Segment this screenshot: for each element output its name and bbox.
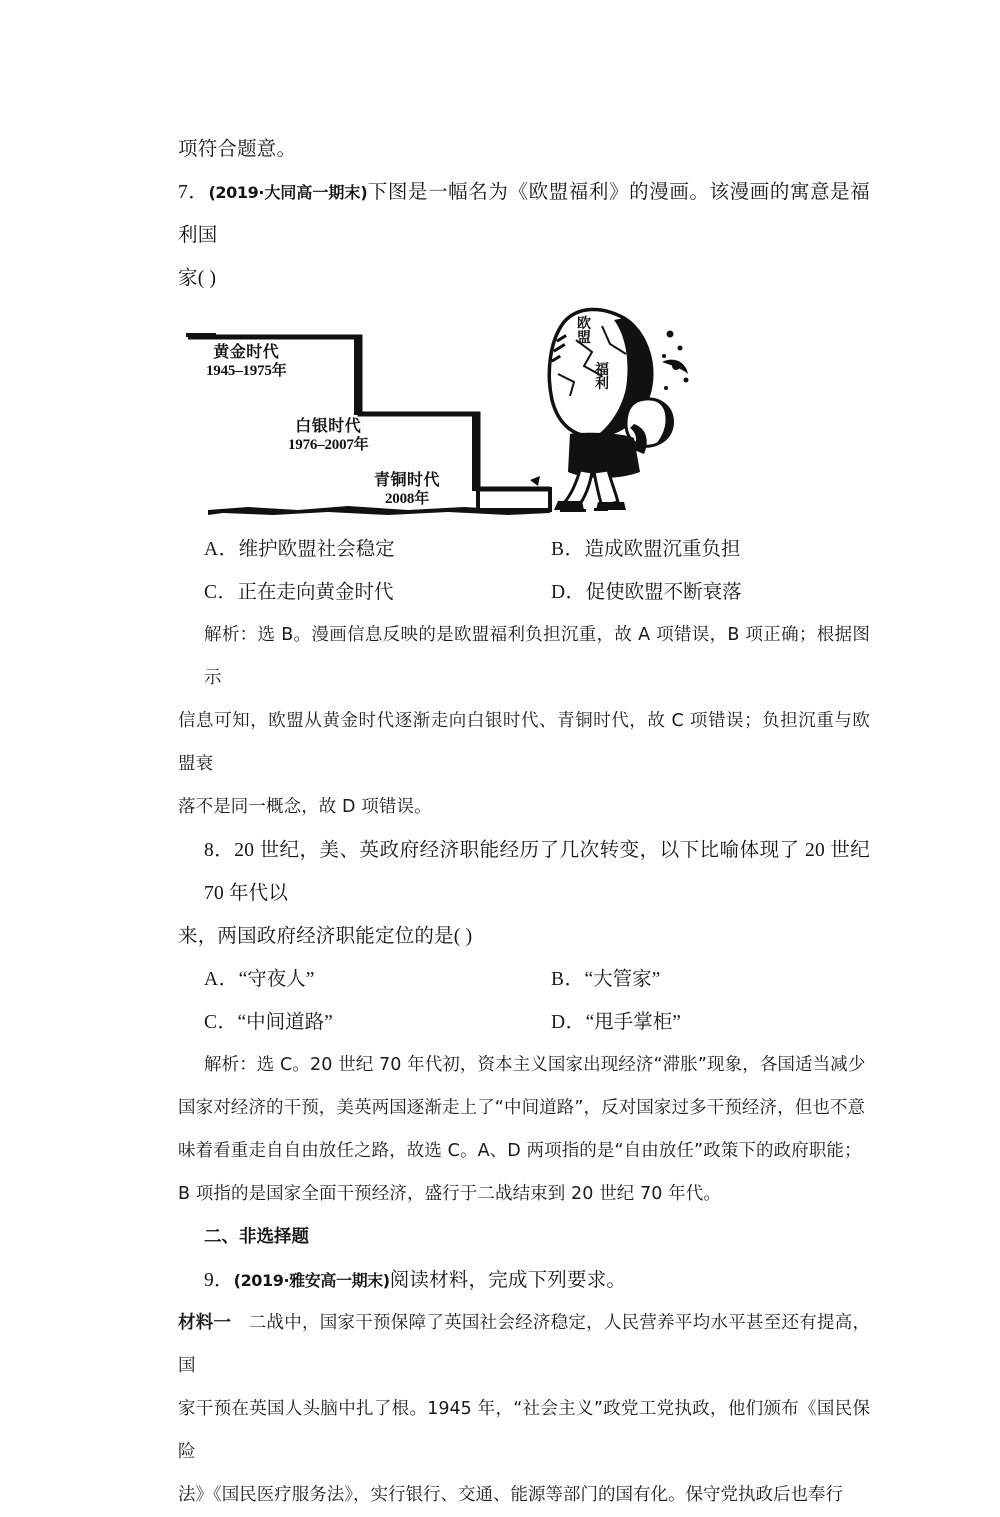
- question-7-source: (2019·大同高一期末): [208, 183, 368, 202]
- cartoon-svg: [178, 304, 870, 522]
- q8-option-a-text: “守夜人”: [238, 969, 315, 990]
- bronze-age-years: 2008年: [385, 490, 430, 507]
- material-one: [178, 1302, 870, 1517]
- golden-age-years: 1945–1975年: [206, 362, 287, 379]
- q8-option-d-letter: D．: [551, 1012, 586, 1033]
- q7-explanation-line-3: 落不是同一概念，故 D 项错误。: [178, 797, 432, 817]
- option-row-cd-q8: [178, 1001, 870, 1044]
- q8-option-c-text: “中间道路”: [237, 1012, 333, 1033]
- step-label-bronze-age: [374, 472, 440, 509]
- question-7-stem-line2: 家( ): [178, 268, 217, 289]
- q8-option-c-letter: C．: [204, 1012, 238, 1033]
- q8-option-c[interactable]: [178, 1001, 523, 1044]
- question-8-options: [178, 958, 870, 1044]
- q8-option-b-letter: B．: [551, 969, 585, 990]
- figure-with-boulder: [530, 309, 689, 510]
- q8-option-b-text: “大管家”: [584, 969, 661, 990]
- bottom-step-block: [478, 489, 550, 510]
- option-row-ab: [178, 528, 870, 571]
- option-a-text: 维护欧盟社会稳定: [238, 539, 395, 560]
- front-foot: [596, 502, 626, 510]
- page-content: [178, 128, 870, 1517]
- question-7-stem: [178, 171, 870, 257]
- option-b-text: 造成欧盟沉重负担: [584, 539, 741, 560]
- option-a-letter: A．: [204, 539, 239, 560]
- step-label-golden-age: [206, 344, 287, 381]
- question-8-stem-line2: 来，两国政府经济职能定位的是( ): [178, 926, 473, 947]
- bronze-age-title: 青铜时代: [374, 472, 441, 489]
- question-9-number: 9．: [204, 1270, 234, 1291]
- option-row-cd: [178, 571, 870, 614]
- question-7-explanation: [178, 614, 870, 829]
- question-8-number: 8．: [204, 840, 235, 861]
- back-foot: [554, 501, 584, 510]
- option-c[interactable]: [178, 571, 523, 614]
- option-b[interactable]: [523, 528, 870, 571]
- question-9-source: (2019·雅安高一期末): [233, 1271, 390, 1290]
- q8-explanation-line-3: 味着看重走自自由放任之路，故选 C。A、D 两项指的是“自由放任”政策下的政府职能；: [178, 1141, 862, 1161]
- boulder-label-eu: 欧盟: [577, 317, 591, 347]
- option-d-text: 促使欧盟不断衰落: [585, 582, 742, 603]
- silver-age-years: 1976–2007年: [288, 436, 369, 453]
- eu-welfare-cartoon: [178, 304, 870, 522]
- question-7-stem-line1: 下图是一幅名为《欧盟福利》的漫画。该漫画的寓意是福利国: [178, 182, 870, 246]
- boulder-label-welfare: 福利: [595, 363, 609, 393]
- material-one-line-1: [178, 1302, 870, 1388]
- q8-explanation-line-2: 国家对经济的干预，美英两国逐渐走上了“中间道路”，反对国家过多干预经济，但也不意: [178, 1098, 866, 1118]
- ink-splatter: [662, 331, 689, 391]
- option-d-letter: D．: [551, 582, 586, 603]
- silver-age-title: 白银时代: [295, 418, 362, 435]
- material-one-line-3: 法》《国民医疗服务法》，实行银行、交通、能源等部门的国有化。保守党执政后也奉行: [178, 1485, 843, 1505]
- q8-explanation-line-1: 解析：选 C。20 世纪 70 年代初，资本主义国家出现经济“滞胀”现象，各国适当减少: [204, 1055, 866, 1075]
- material-one-text-1: 二战中，国家干预保障了英国社会经济稳定，人民营养平均水平甚至还有提高，国: [178, 1313, 870, 1376]
- question-7-options: [178, 528, 870, 614]
- question-9-stem: [178, 1259, 870, 1302]
- option-c-text: 正在走向黄金时代: [237, 582, 394, 603]
- step-label-silver-age: [288, 418, 369, 455]
- question-8-stem-line1: 20 世纪，美、英政府经济职能经历了几次转变，以下比喻体现了 20 世纪 70 年代以: [204, 840, 870, 904]
- q8-option-d-text: “甩手掌柜”: [585, 1012, 681, 1033]
- q8-option-b[interactable]: [523, 958, 870, 1001]
- golden-age-title: 黄金时代: [213, 344, 280, 361]
- material-one-tag: 材料一: [178, 1313, 232, 1333]
- section-two-heading: 二、非选择题: [204, 1227, 309, 1247]
- q8-explanation-line-4: B 项指的是国家全面干预经济，盛行于二战结束到 20 世纪 70 年代。: [178, 1184, 721, 1204]
- option-a[interactable]: [178, 528, 523, 571]
- question-7-number: 7．: [178, 182, 209, 203]
- q7-explanation-line-1: 解析：选 B。漫画信息反映的是欧盟福利负担沉重，故 A 项错误，B 项正确；根据图示: [204, 625, 870, 688]
- continued-paragraph: 项符合题意。: [178, 139, 297, 160]
- question-8-stem: [178, 829, 870, 915]
- q8-option-a[interactable]: [178, 958, 523, 1001]
- q8-option-d[interactable]: [523, 1001, 870, 1044]
- question-9-stem-text: 阅读材料，完成下列要求。: [389, 1270, 627, 1291]
- motion-fleck: [530, 476, 540, 486]
- q7-explanation-line-2: 信息可知，欧盟从黄金时代逐渐走向白银时代、青铜时代，故 C 项错误；负担沉重与欧盟衰: [178, 711, 870, 774]
- q8-option-a-letter: A．: [204, 969, 239, 990]
- option-d[interactable]: [523, 571, 870, 614]
- option-b-letter: B．: [551, 539, 585, 560]
- option-c-letter: C．: [204, 582, 238, 603]
- material-one-line-2: 家干预在英国人头脑中扎了根。1945 年，“社会主义”政党工党执政，他们颁布《国民保险: [178, 1399, 870, 1462]
- option-row-ab-q8: [178, 958, 870, 1001]
- question-8-explanation: [178, 1044, 870, 1216]
